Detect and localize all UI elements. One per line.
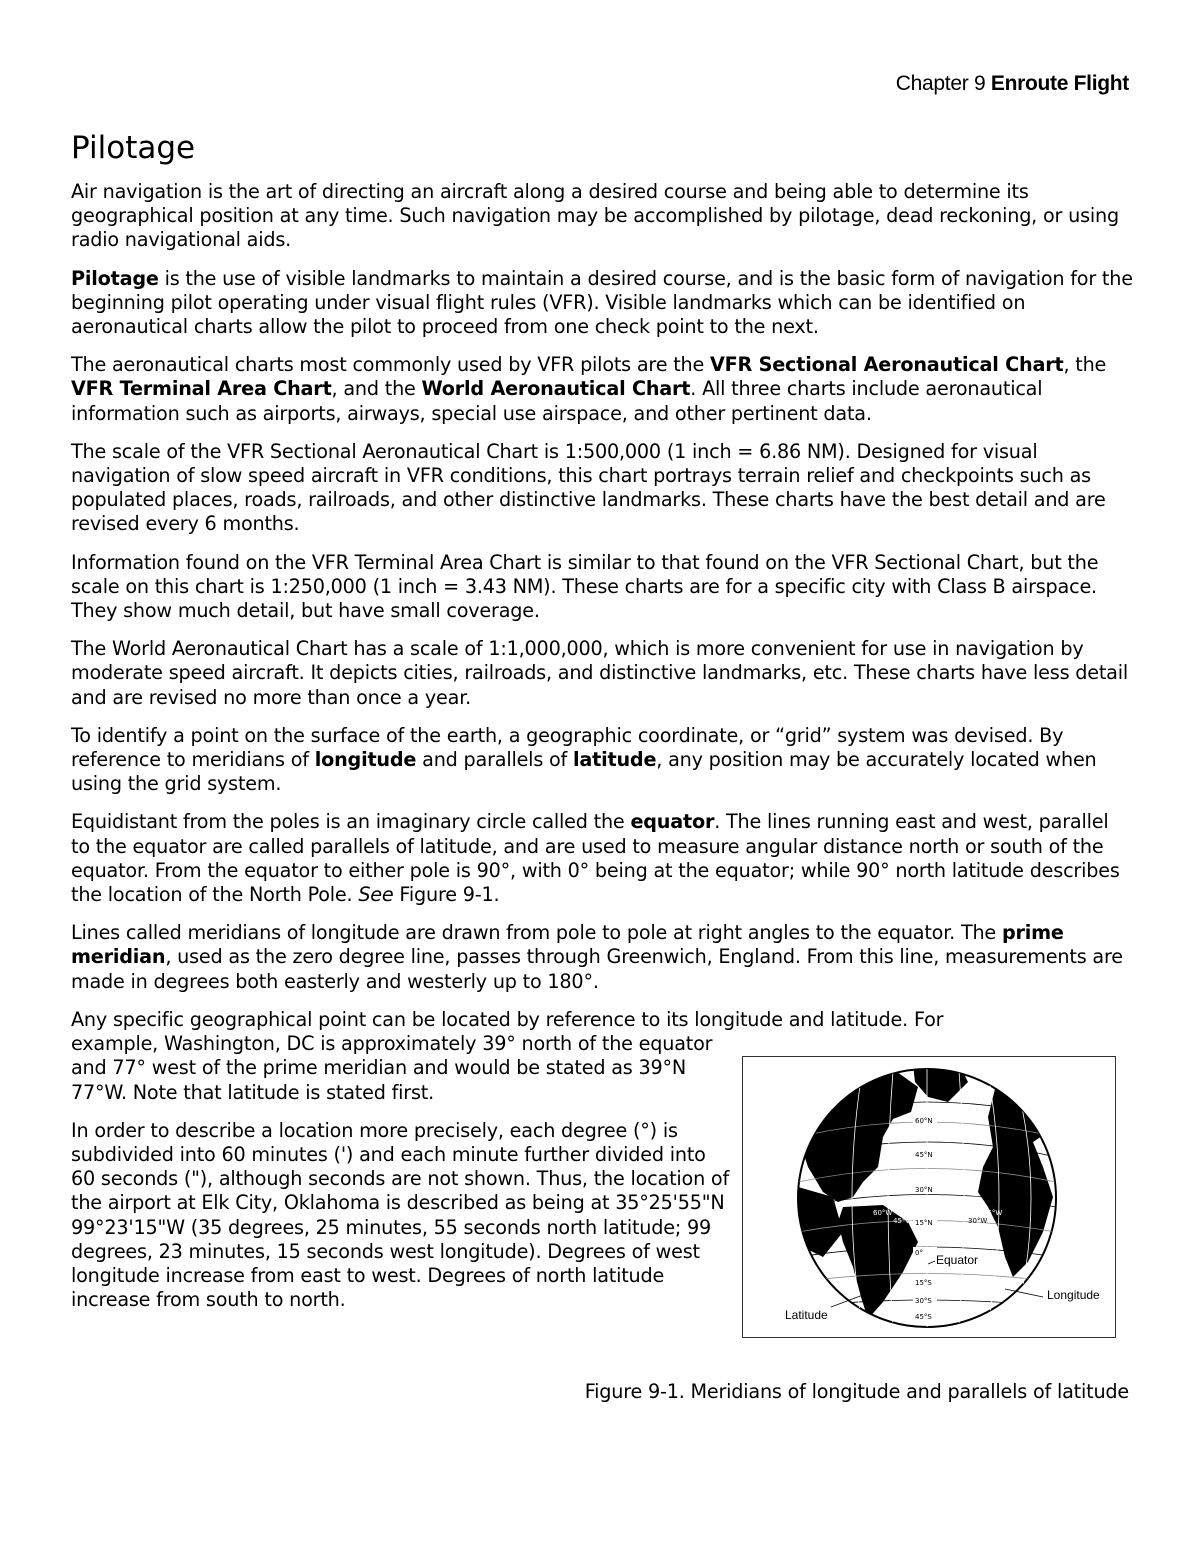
term-sectional: VFR Sectional Aeronautical Chart — [710, 353, 1064, 377]
term-pilotage: Pilotage — [71, 266, 159, 290]
parallel-label: 30°N — [915, 1186, 933, 1194]
parallel-label: 45°N — [915, 1151, 933, 1159]
term-equator: equator — [630, 810, 715, 834]
globe-figure — [742, 1056, 1116, 1338]
paragraph-meridians: Lines called meridians of longitude are drawn from pole to pole at right angles to the equator. The prime meridian, used as the zero degree line, passes through Greenwich, England. From this line, measurements are made in degrees both easterly and westerly up to 180°. — [71, 921, 1123, 993]
paragraph-pilotage: Pilotage is the use of visible landmarks to maintain a desired course, and is the basic form of navigation for the beginning pilot operating under visual flight rules (VFR). Visible landmarks which can be identified on aeronautical charts allow the pilot to proceed from one check point to the next. — [71, 266, 1133, 339]
parallel-label: 15°S — [915, 1279, 932, 1287]
paragraph-intro: Air navigation is the art of directing an aircraft along a desired course and being able to determine its geographical position at any time. Such navigation may be accomplished by pilotage, dead reckoning, or using radio navigational aids. — [71, 180, 1119, 252]
chapter-label: Chapter 9 — [895, 72, 986, 95]
term-prime-meridian: prime meridian — [71, 921, 1064, 969]
latitude-label: Latitude — [785, 1308, 828, 1322]
meridian-label: 15°W — [983, 1209, 1003, 1217]
paragraph-example-cont: example, Washington, DC is approximately 39° north of the equator and 77° west of the prime meridian and would be stated as 39°N 77°W. Note that latitude is stated first. — [71, 1032, 713, 1104]
meridian-label: 45°W — [893, 1217, 913, 1225]
parallel-label: 0° — [915, 1249, 923, 1257]
paragraph-equator: Equidistant from the poles is an imaginary circle called the equator. The lines running east and west, parallel to the equator are called parallels of latitude, and are used to measure angular distance north or south of the equator. From the equator to either pole is 90°, with 0° being at the equator; while 90° north latitude describes the location of the North Pole. See Figure 9-1. — [71, 810, 1120, 907]
paragraph-charts: The aeronautical charts most commonly used by VFR pilots are the VFR Sectional Aeronautical Chart, the VFR Terminal Area Chart, and the World Aeronautical Chart. All three charts include aeronautical information such as airports, airways, special use airspace, and other pertinent data. — [71, 353, 1107, 425]
paragraph-example: Any specific geographical point can be located by reference to its longitude and latitude. For — [71, 1007, 944, 1031]
paragraph-sectional-scale: The scale of the VFR Sectional Aeronautical Chart is 1:500,000 (1 inch = 6.86 NM). Designed for visual navigation of slow speed aircraft in VFR conditions, this chart portrays terrain relief and checkpoints such as populated places, roads, railroads, and other distinctive landmarks. These charts have the best detail and are revised every 6 months. — [71, 439, 1106, 536]
figure-caption: Figure 9-1. Meridians of longitude and parallels of latitude — [584, 1380, 1129, 1403]
meridian-label: 60°W — [873, 1209, 893, 1217]
page-title: Pilotage — [71, 130, 196, 166]
paragraph-precision: In order to describe a location more precisely, each degree (°) is subdivided into 60 minutes (') and each minute further divided into 60 seconds ("), although seconds are not shown. Thus, the location of the airport at Elk City, Oklahoma is described as being at 35°25'55"N 99°23'15"W (35 degrees, 25 minutes, 55 seconds north latitude; 99 degrees, 23 minutes, 15 seconds west longitude). Degrees of west longitude increase from east to west. Degrees of north latitude increase from south to north. — [71, 1118, 730, 1312]
parallel-label: 60°N — [915, 1117, 933, 1125]
section-label: Enroute Flight — [990, 72, 1129, 95]
page-header — [896, 72, 1129, 96]
equator-label: Equator — [936, 1253, 979, 1267]
term-latitude: latitude — [573, 748, 657, 772]
parallel-label: 45°S — [915, 1313, 932, 1321]
globe-illustration — [743, 1057, 1115, 1337]
paragraph-grid: To identify a point on the surface of the earth, a geographic coordinate, or “grid” system was devised. By reference to meridians of longitude and parallels of latitude, any position may be accurately located when using the grid system. — [71, 723, 1097, 796]
paragraph-terminal-scale: Information found on the VFR Terminal Area Chart is similar to that found on the VFR Sectional Chart, but the scale on this chart is 1:250,000 (1 inch = 3.43 NM). These charts are for a specific city with Class B airspace. They show much detail, but have small coverage. — [71, 550, 1099, 623]
longitude-label: Longitude — [1047, 1288, 1100, 1302]
term-terminal: VFR Terminal Area Chart — [71, 377, 332, 401]
parallel-label: 30°S — [915, 1297, 932, 1305]
paragraph-world-scale: The World Aeronautical Chart has a scale of 1:1,000,000, which is more convenient for use in navigation by moderate speed aircraft. It depicts cities, railroads, and distinctive landmarks, etc. These charts have less detail and are revised no more than once a year. — [71, 637, 1128, 709]
parallel-label: 15°N — [915, 1219, 933, 1227]
meridian-label: 30°W — [968, 1217, 988, 1225]
term-world: World Aeronautical Chart — [421, 377, 691, 401]
term-longitude: longitude — [314, 748, 417, 772]
